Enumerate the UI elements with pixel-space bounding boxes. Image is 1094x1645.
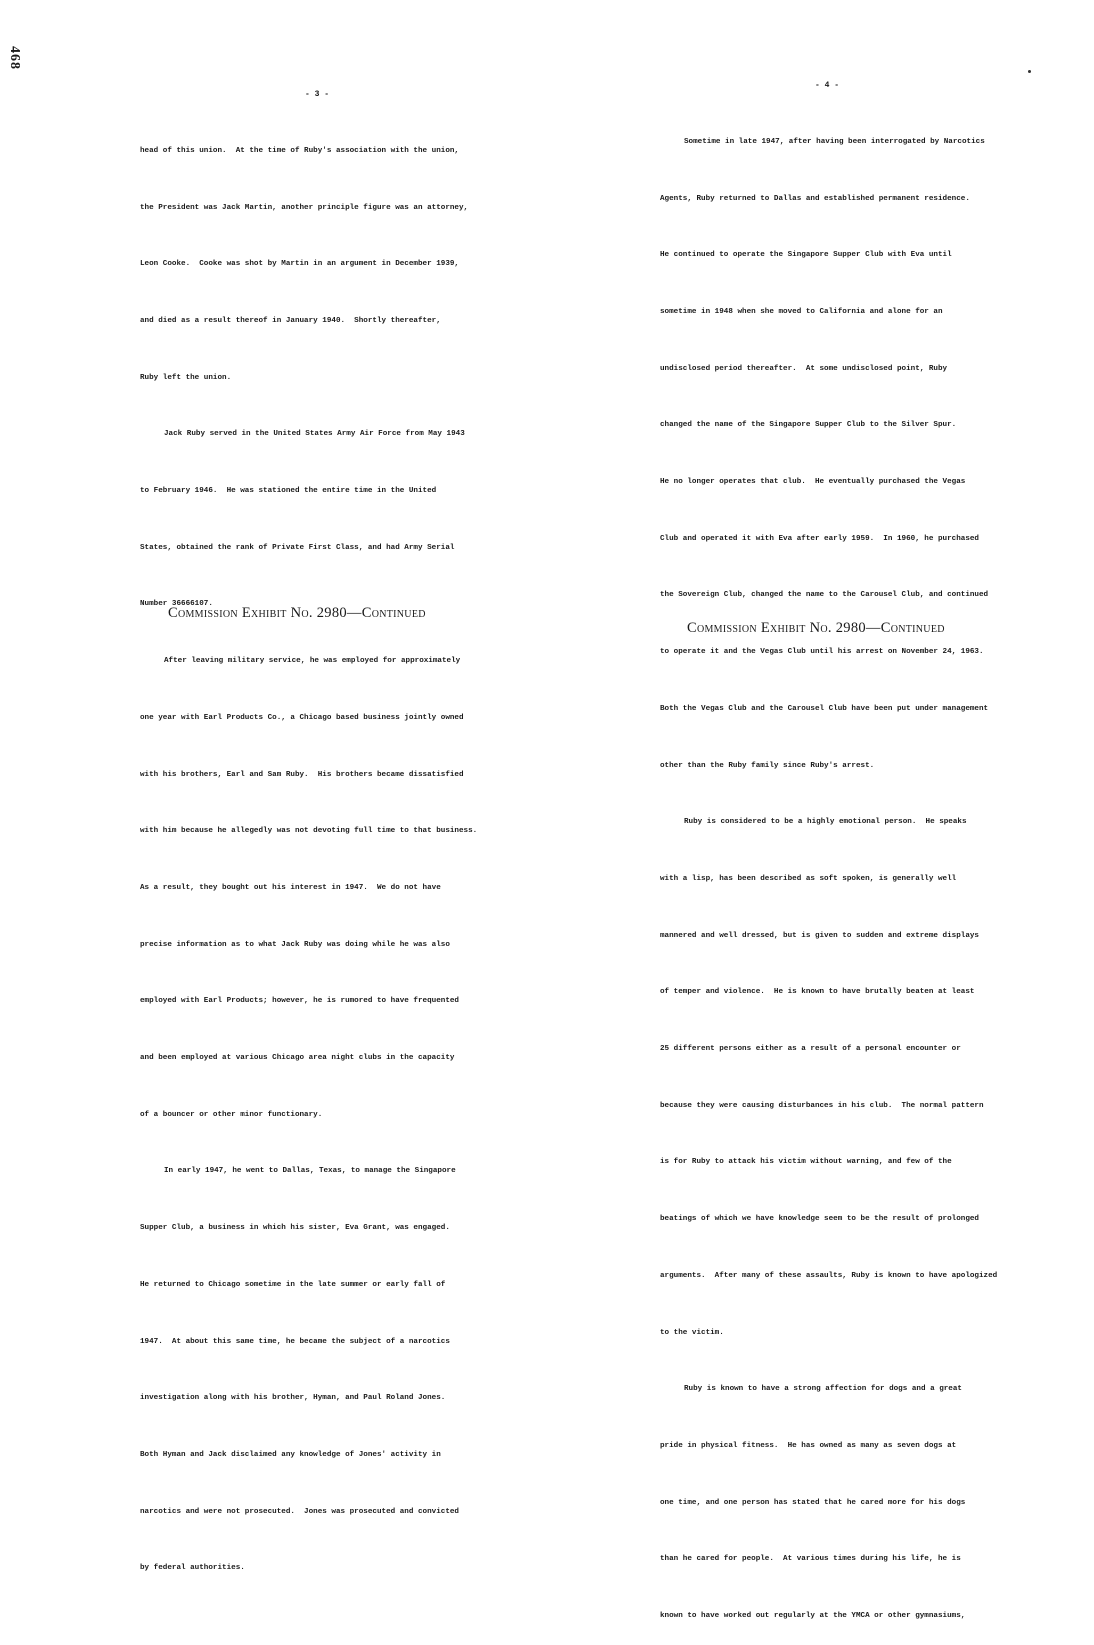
- text-line: by federal authorities.: [140, 1564, 245, 1573]
- text-line: Ruby is considered to be a highly emotional person. He speaks: [684, 818, 967, 827]
- text-line: Jack Ruby served in the United States Army Air Force from May 1943: [164, 430, 465, 439]
- text-line: Ruby left the union.: [140, 373, 232, 382]
- text-line: As a result, they bought out his interest in 1947. We do not have: [140, 883, 441, 892]
- right-page-text: [660, 95, 1022, 1645]
- text-line: of a bouncer or other minor functionary.: [140, 1110, 323, 1119]
- text-line: changed the name of the Singapore Supper Club to the Silver Spur.: [660, 421, 957, 430]
- text-line: Sometime in late 1947, after having been interrogated by Narcotics: [684, 137, 985, 146]
- left-sheet-number: - 3 -: [305, 90, 330, 99]
- right-sheet-number: - 4 -: [815, 81, 840, 90]
- right-exhibit-caption: Commission Exhibit No. 2980—Continued: [687, 620, 945, 636]
- text-line: In early 1947, he went to Dallas, Texas, to manage the Singapore: [164, 1167, 456, 1176]
- text-line: one time, and one person has stated that he cared more for his dogs: [660, 1498, 966, 1507]
- text-line: Number 36666107.: [140, 600, 213, 609]
- text-line: Club and operated it with Eva after early 1959. In 1960, he purchased: [660, 534, 979, 543]
- text-line: sometime in 1948 when she moved to California and alone for an: [660, 307, 943, 316]
- text-line: 25 different persons either as a result of a personal encounter or: [660, 1045, 961, 1054]
- text-line: with a lisp, has been described as soft spoken, is generally well: [660, 874, 957, 883]
- text-line: the President was Jack Martin, another principle figure was an attorney,: [140, 203, 469, 212]
- text-line: Agents, Ruby returned to Dallas and established permanent residence.: [660, 194, 970, 203]
- text-line: He no longer operates that club. He eventually purchased the Vegas: [660, 478, 966, 487]
- text-line: one year with Earl Products Co., a Chicago based business jointly owned: [140, 713, 464, 722]
- text-line: to February 1946. He was stationed the entire time in the United: [140, 487, 437, 496]
- text-line: arguments. After many of these assaults, Ruby is known to have apologized: [660, 1271, 998, 1280]
- text-line: pride in physical fitness. He has owned as many as seven dogs at: [660, 1441, 957, 1450]
- text-line: After leaving military service, he was employed for approximately: [164, 657, 461, 666]
- text-line: to the victim.: [660, 1328, 724, 1337]
- text-line: States, obtained the rank of Private First Class, and had Army Serial: [140, 543, 455, 552]
- text-line: with his brothers, Earl and Sam Ruby. His brothers became dissatisfied: [140, 770, 464, 779]
- scan-speck: [1028, 70, 1031, 73]
- text-line: of temper and violence. He is known to have brutally beaten at least: [660, 988, 975, 997]
- text-line: Ruby is known to have a strong affection for dogs and a great: [684, 1385, 962, 1394]
- text-line: He continued to operate the Singapore Supper Club with Eva until: [660, 251, 952, 260]
- text-line: Supper Club, a business in which his sister, Eva Grant, was engaged.: [140, 1224, 450, 1233]
- text-line: He returned to Chicago sometime in the late summer or early fall of: [140, 1280, 446, 1289]
- text-line: because they were causing disturbances in his club. The normal pattern: [660, 1101, 984, 1110]
- text-line: and been employed at various Chicago area night clubs in the capacity: [140, 1054, 455, 1063]
- text-line: investigation along with his brother, Hyman, and Paul Roland Jones.: [140, 1394, 446, 1403]
- text-line: Both the Vegas Club and the Carousel Club have been put under management: [660, 704, 989, 713]
- page-number: 468: [7, 46, 22, 70]
- text-line: Both Hyman and Jack disclaimed any knowledge of Jones' activity in: [140, 1450, 441, 1459]
- text-line: narcotics and were not prosecuted. Jones was prosecuted and convicted: [140, 1507, 459, 1516]
- text-line: to operate it and the Vegas Club until his arrest on November 24, 1963.: [660, 648, 984, 657]
- left-page-text: [140, 104, 500, 1597]
- text-line: undisclosed period thereafter. At some undisclosed point, Ruby: [660, 364, 948, 373]
- text-line: employed with Earl Products; however, he is rumored to have frequented: [140, 997, 459, 1006]
- text-line: other than the Ruby family since Ruby's arrest.: [660, 761, 875, 770]
- text-line: and died as a result thereof in January 1940. Shortly thereafter,: [140, 316, 441, 325]
- left-exhibit-caption: Commission Exhibit No. 2980—Continued: [168, 605, 426, 621]
- text-line: beatings of which we have knowledge seem to be the result of prolonged: [660, 1215, 979, 1224]
- text-line: is for Ruby to attack his victim without warning, and few of the: [660, 1158, 952, 1167]
- text-line: head of this union. At the time of Ruby's association with the union,: [140, 146, 459, 155]
- text-line: with him because he allegedly was not devoting full time to that business.: [140, 827, 478, 836]
- text-line: the Sovereign Club, changed the name to the Carousel Club, and continued: [660, 591, 989, 600]
- text-line: Leon Cooke. Cooke was shot by Martin in an argument in December 1939,: [140, 260, 459, 269]
- text-line: known to have worked out regularly at the YMCA or other gymnasiums,: [660, 1612, 966, 1621]
- text-line: than he cared for people. At various times during his life, he is: [660, 1555, 961, 1564]
- text-line: precise information as to what Jack Ruby was doing while he was also: [140, 940, 450, 949]
- text-line: mannered and well dressed, but is given to sudden and extreme displays: [660, 931, 979, 940]
- text-line: 1947. At about this same time, he became the subject of a narcotics: [140, 1337, 450, 1346]
